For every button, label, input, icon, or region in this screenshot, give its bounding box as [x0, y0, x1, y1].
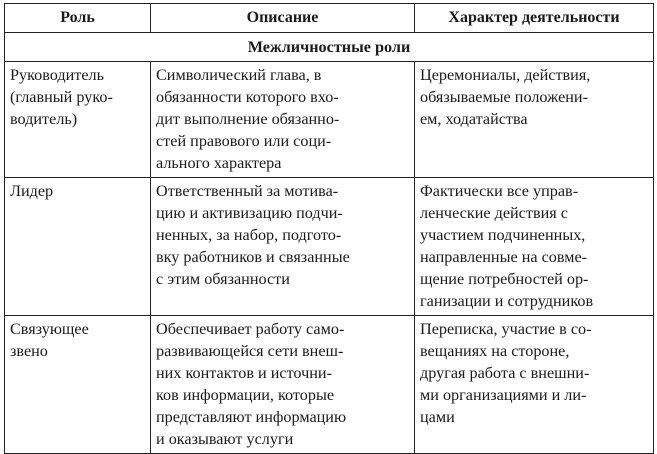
roles-table: [4, 3, 654, 454]
cell-line: щение потребностей ор-: [420, 270, 589, 288]
cell-line: направленные на совме-: [420, 248, 588, 266]
cell-line: участием подчиненных,: [420, 226, 586, 244]
header-row: [5, 4, 654, 33]
table-row: [5, 62, 654, 178]
table-row: [5, 316, 654, 454]
cell-line: цами: [420, 408, 455, 426]
cell-description: [151, 316, 415, 454]
cell-line: ального характера: [156, 154, 282, 172]
cell-activity: [415, 316, 654, 454]
section-title: Межличностные роли: [5, 33, 654, 62]
cell-description: [151, 178, 415, 316]
cell-description: [151, 62, 415, 178]
cell-line: Ответственный за мотива-: [156, 182, 339, 200]
cell-role: [5, 62, 151, 178]
cell-activity: [415, 62, 654, 178]
cell-line: вещаниях на стороне,: [420, 342, 570, 360]
cell-line: цию и активизацию подчи-: [156, 204, 343, 222]
cell-line: развивающейся сети внеш-: [156, 342, 344, 360]
cell-line: и оказывают услуги: [156, 430, 294, 448]
cell-line: стей правового или соци-: [156, 132, 332, 150]
cell-line: Символический глава, в: [156, 66, 322, 84]
cell-role: [5, 316, 151, 454]
cell-line: Лидер: [10, 182, 54, 200]
table-row: [5, 178, 654, 316]
cell-line: ленческие действия с: [420, 204, 568, 222]
cell-line: звено: [10, 342, 48, 360]
cell-line: ненных, за набор, подгото-: [156, 226, 342, 244]
cell-line: ми организациями и ли-: [420, 386, 587, 404]
cell-line: вку работников и связанные: [156, 248, 350, 266]
cell-line: обязанности которого вхо-: [156, 88, 339, 106]
cell-line: дит выполнение обязанно-: [156, 110, 340, 128]
section-row: [5, 33, 654, 62]
cell-line: представляют информацию: [156, 408, 347, 426]
cell-line: другая работа с внешни-: [420, 364, 590, 382]
cell-line: ков информации, которые: [156, 386, 335, 404]
header-role: Роль: [5, 4, 151, 33]
cell-line: с этим обязанности: [156, 270, 290, 288]
cell-line: Обеспечивает работу само-: [156, 320, 345, 338]
cell-line: (главный руко-: [10, 88, 113, 106]
cell-line: водитель): [10, 110, 78, 128]
cell-line: Руководитель: [10, 66, 105, 84]
cell-line: Церемониалы, действия,: [420, 66, 591, 84]
cell-line: них контактов и источни-: [156, 364, 332, 382]
cell-line: Связующее: [10, 320, 89, 338]
cell-line: Фактически все управ-: [420, 182, 579, 200]
cell-line: Переписка, участие в со-: [420, 320, 592, 338]
cell-line: ем, ходатайства: [420, 110, 528, 128]
cell-line: ганизации и сотрудников: [420, 292, 594, 310]
header-description: Описание: [151, 4, 415, 33]
cell-role: [5, 178, 151, 316]
cell-line: обязываемые положени-: [420, 88, 588, 106]
header-activity: Характер деятельности: [415, 4, 654, 33]
cell-activity: [415, 178, 654, 316]
